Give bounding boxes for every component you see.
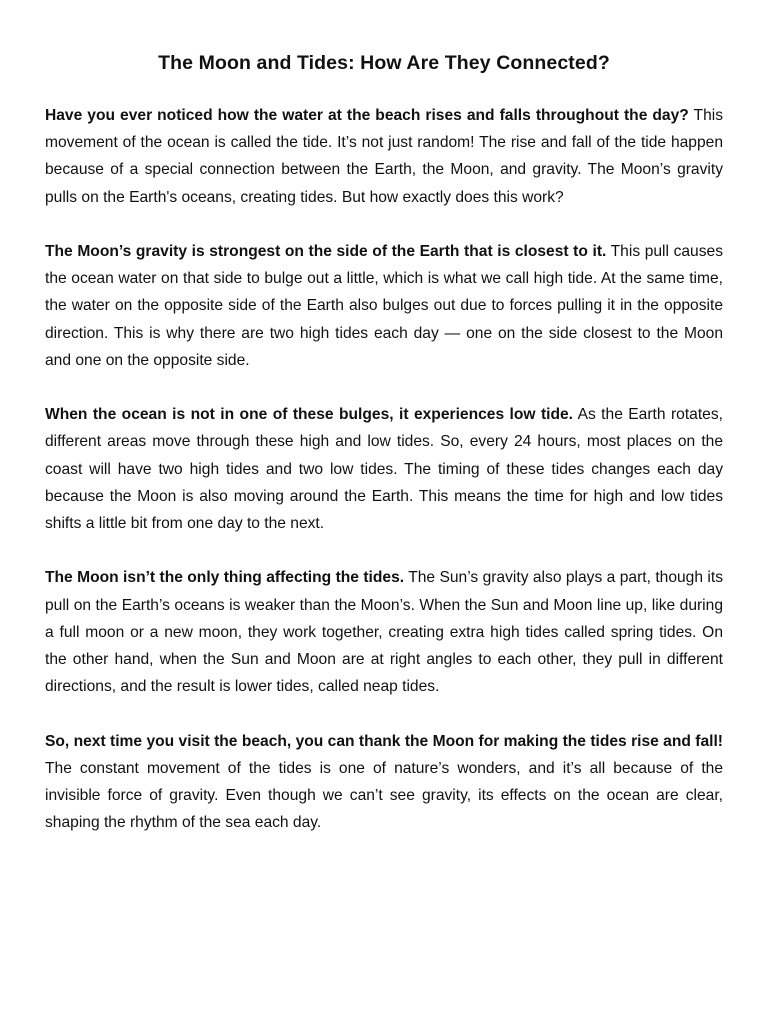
paragraph-lead: The Moon’s gravity is strongest on the side of the Earth that is closest to it. (45, 243, 607, 260)
paragraph-sun-effect (45, 564, 723, 700)
paragraph-introduction (45, 102, 723, 211)
document-page (45, 0, 723, 836)
paragraph-body: The constant movement of the tides is one of nature’s wonders, and it’s all because of the invisible force of gravity. Even though we can’t see gravity, its effects on the ocean are clear, shaping the rhythm of the sea each day. (45, 759, 723, 832)
paragraph-conclusion (45, 728, 723, 837)
paragraph-body: This movement of the ocean is called the tide. It’s not just random! The rise and fall of the tide happen because of a special connection between the Earth, the Moon, and gravity. The Moon’s gravity pulls on the Earth's oceans, creating tides. But how exactly does this work? (45, 107, 723, 206)
paragraph-body: As the Earth rotates, different areas move through these high and low tides. So, every 24 hours, most places on the coast will have two high tides and two low tides. The timing of these tides changes each day because the Moon is also moving around the Earth. This means the time for high and low tides shifts a little bit from one day to the next. (45, 406, 723, 533)
document-title: The Moon and Tides: How Are They Connected? (158, 52, 610, 74)
paragraph-moon-gravity (45, 238, 723, 374)
paragraph-low-tide (45, 401, 723, 537)
paragraph-body: The Sun’s gravity also plays a part, though its pull on the Earth’s oceans is weaker than the Moon’s. When the Sun and Moon line up, like during a full moon or a new moon, they work together, creating extra high tides called spring tides. On the other hand, when the Sun and Moon are at right angles to each other, they pull in different directions, and the result is lower tides, called neap tides. (45, 569, 723, 696)
paragraph-lead: When the ocean is not in one of these bulges, it experiences low tide. (45, 406, 573, 424)
paragraph-lead: The Moon isn’t the only thing affecting the tides. (45, 569, 405, 587)
paragraph-lead: Have you ever noticed how the water at the beach rises and falls throughout the day? (45, 107, 689, 124)
paragraph-body: This pull causes the ocean water on that side to bulge out a little, which is what we call high tide. At the same time, the water on the opposite side of the Earth also bulges out due to forces pulling it in the opposite direction. This is why there are two high tides each day — one on the side closest to the Moon and one on the opposite side. (45, 243, 723, 369)
paragraph-lead: So, next time you visit the beach, you can thank the Moon for making the tides rise and fall! (45, 732, 723, 750)
